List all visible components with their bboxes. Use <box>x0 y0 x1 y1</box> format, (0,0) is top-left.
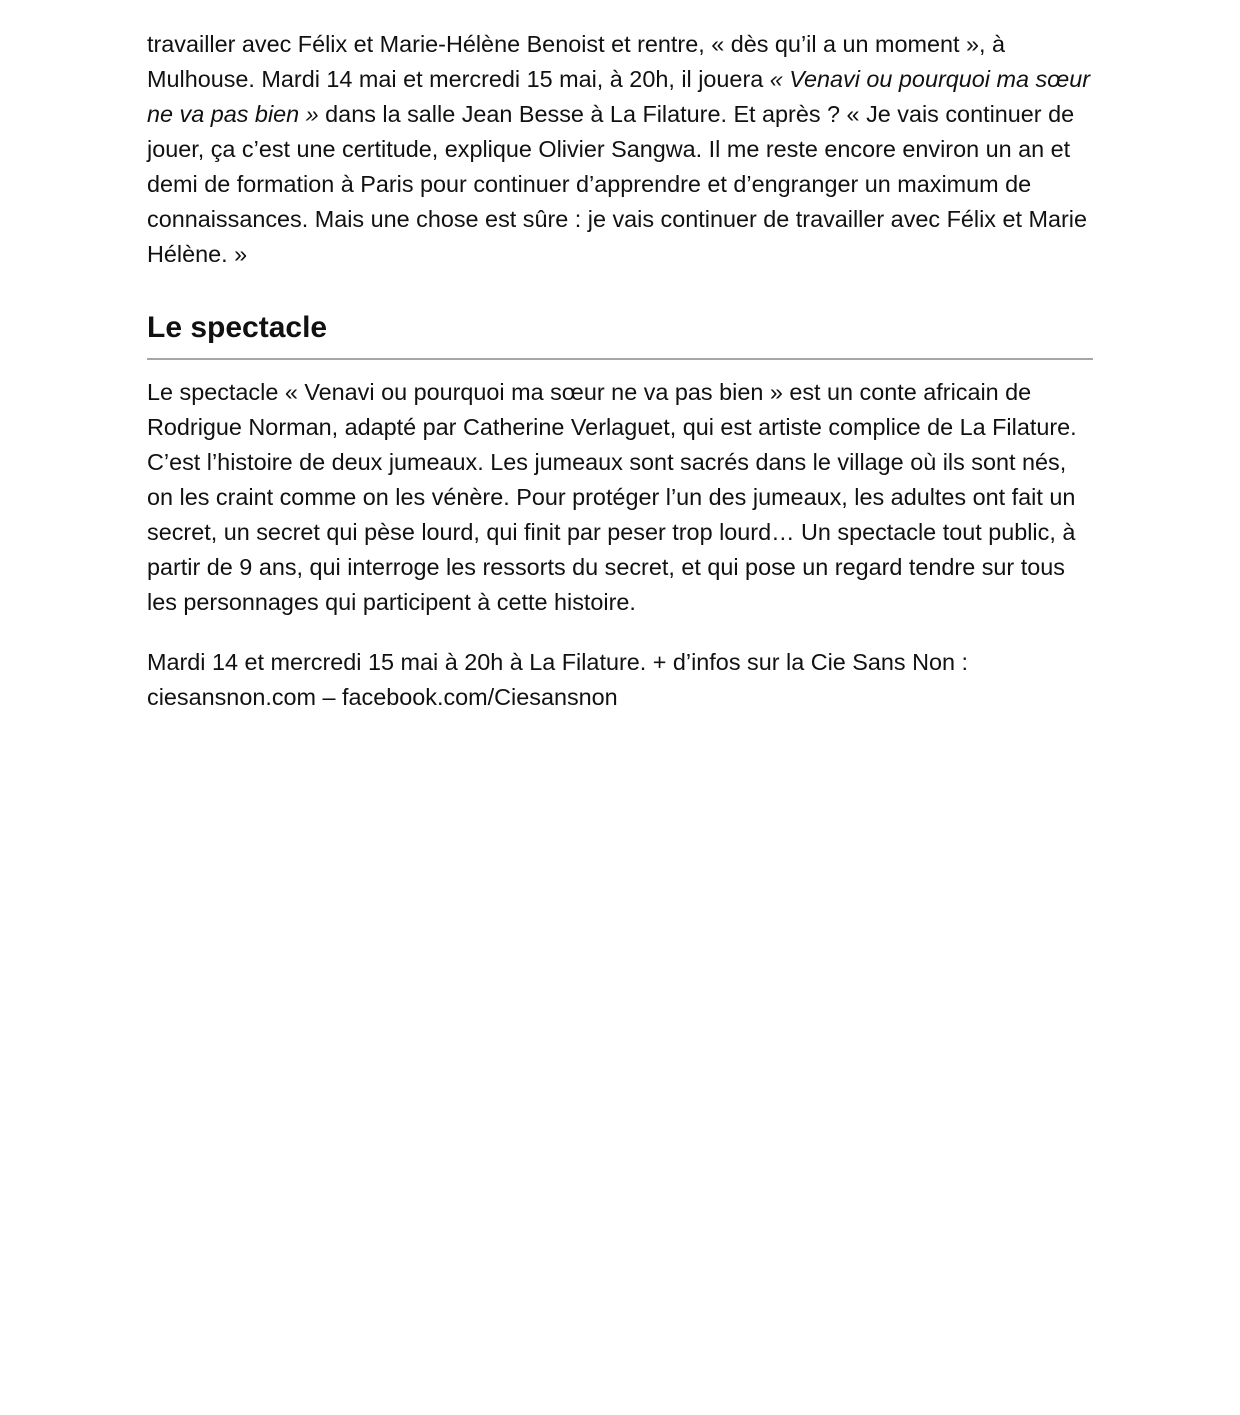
show-description-paragraph: Le spectacle « Venavi ou pourquoi ma sœur ne va pas bien » est un conte africain de Rodrigue Norman, adapté par Catherine Verlaguet, qui est artiste complice de La Filature. C’est l’histoire de deux jumeaux. Les jumeaux sont sacrés dans le village où ils sont nés, on les craint comme on les vénère. Pour protéger l’un des jumeaux, les adultes ont fait un secret, un secret qui pèse lourd, qui finit par peser trop lourd… Un spectacle tout public, à partir de 9 ans, qui interroge les ressorts du secret, et qui pose un regard tendre sur tous les personnages qui participent à cette histoire. <box>147 379 1077 615</box>
intro-text-end: dans la salle Jean Besse à La Filature. Et après ? « Je vais continuer de jouer, ça c’est une certitude, explique Olivier Sangwa. Il me reste encore environ un an et demi de formation à Paris pour continuer d’apprendre et d’engranger un maximum de connaissances. Mais une chose est sûre : je vais continuer de travailler avec Félix et Marie Hélène. » <box>147 101 1087 267</box>
document-page <box>147 27 1093 715</box>
intro-text-start: travailler avec Félix et Marie-Hélène Benoist et rentre, « dès qu’il a un moment », à Mulhouse. Mardi 14 mai et mercredi 15 mai, à 20h, il jouera <box>147 31 1006 92</box>
show-title-italic: « Venavi ou pourquoi ma sœur ne va pas bien » <box>147 66 1091 127</box>
show-info-paragraph: Mardi 14 et mercredi 15 mai à 20h à La Filature. + d’infos sur la Cie Sans Non : ciesansnon.com – facebook.com/Ciesansnon <box>147 649 969 710</box>
intro-paragraph <box>147 27 1093 272</box>
section-heading: Le spectacle <box>147 310 1093 360</box>
